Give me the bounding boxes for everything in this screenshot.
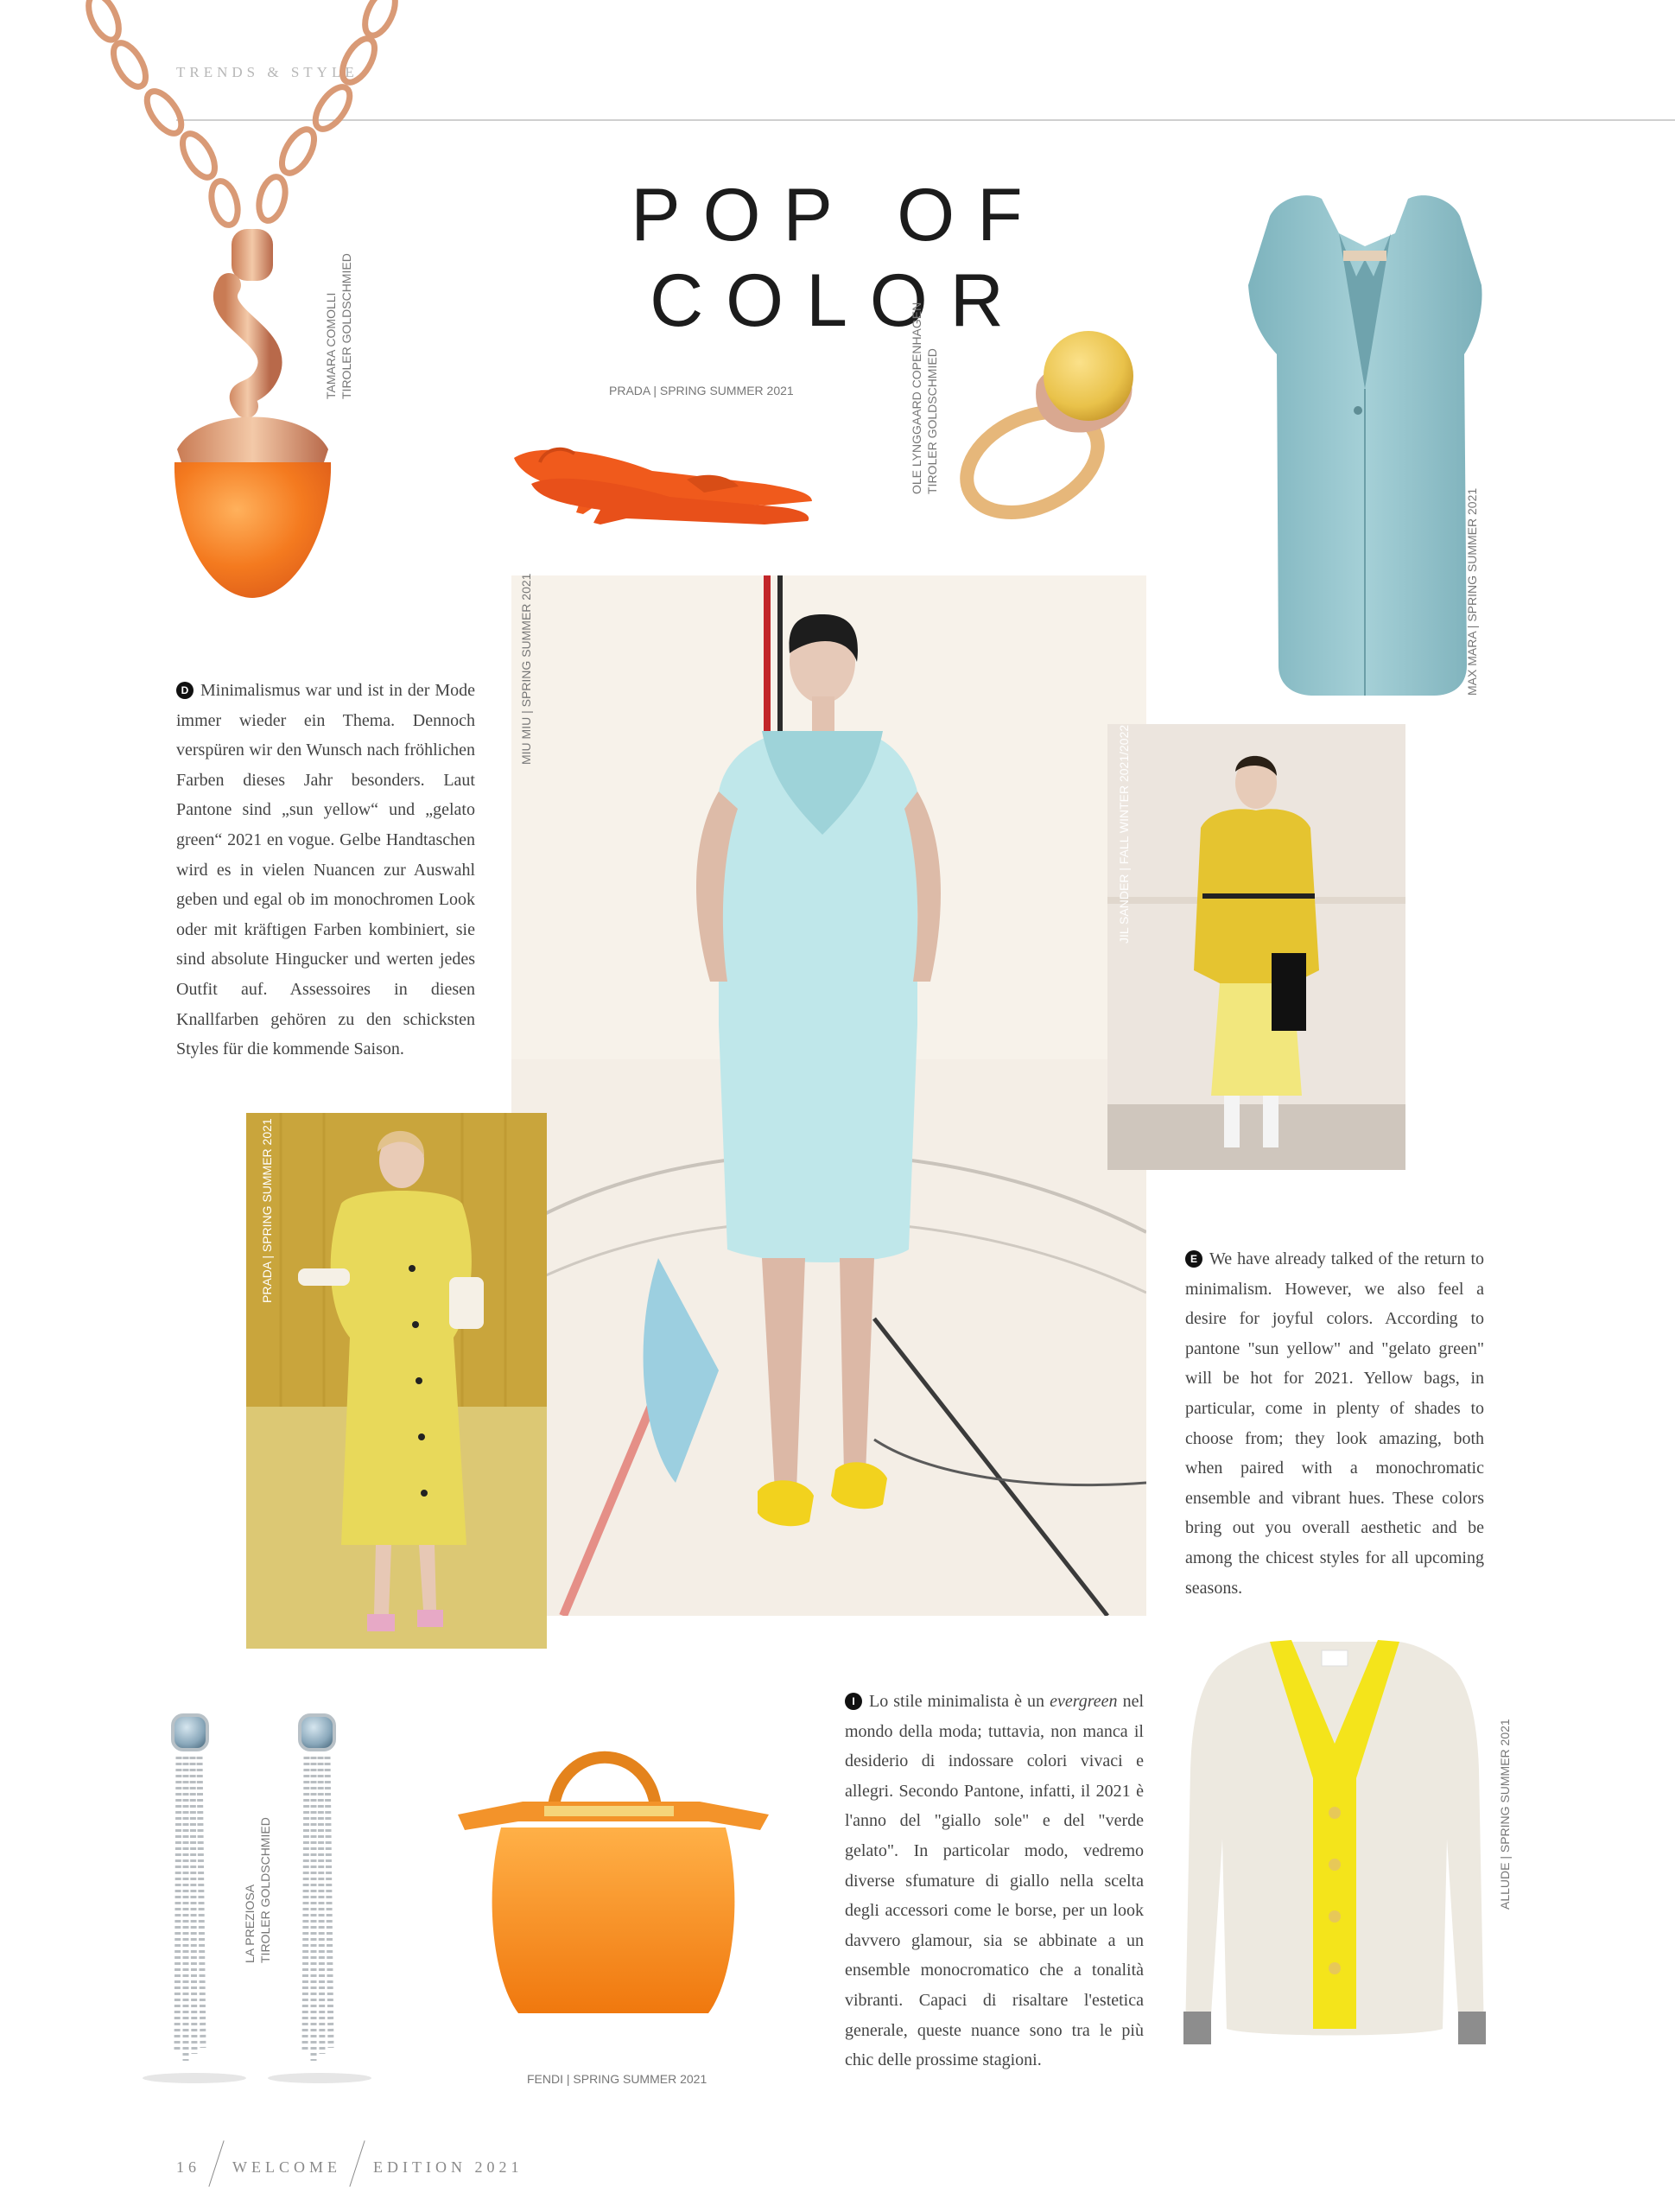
credit-ole: OLE LYNGGAARD COPENHAGEN TIROLER GOLDSCHMIED <box>910 302 939 494</box>
credit-fendi: FENDI | SPRING SUMMER 2021 <box>527 2072 707 2086</box>
credit-allude: ALLUDE | SPRING SUMMER 2021 <box>1498 1719 1512 1910</box>
credit-lapreziosa: LA PREZIOSA TIROLER GOLDSCHMIED <box>243 1817 272 1963</box>
text-en: E We have already talked of the return to minimalism. However, we also feel a desire for joyful colors. According to pantone "sun yellow" and "gelato green" will be hot for 2021. Yellow bags, in particular, come in plenty of shades to choose from; they look amazing, both when paired with a monochromatic ensemble and vibrant hues. These colors bring out you overall aesthetic and be among the chicest styles for all upcoming seasons. <box>1185 1249 1484 1598</box>
footer <box>176 2145 523 2193</box>
language-badge-de: D <box>176 682 194 699</box>
language-badge-it: I <box>845 1693 862 1710</box>
maxmara-coat-image <box>1244 181 1486 700</box>
ring-image <box>950 315 1158 536</box>
credit-miumiu: MIU MIU | SPRING SUMMER 2021 <box>519 573 533 765</box>
text-it: I Lo stile minimalista è un evergreen nel mondo della moda; tuttavia, non manca il desiderio di indossare colori vivaci e allegri. Secondo Pantone, infatti, il 2021 è l'anno del "giallo sole" e del "verde gelato". In particolar modo, vedremo diverse sfumature di giallo nella scelta degli accessori come le borse, per un look davvero glamour, sia se abbinate a un ensemble monocromatico che a tonalità vibranti. Capaci di risaltare l'estetica generale, queste nuance sono tra le più chic delle prossime stagioni. <box>845 1692 1145 2070</box>
allude-cardigan-image <box>1183 1631 1486 2063</box>
footer-divider <box>208 2140 224 2187</box>
page-number: 16 <box>176 2158 200 2177</box>
magazine-name: WELCOME <box>232 2158 341 2177</box>
fendi-bag-image <box>449 1719 777 2022</box>
credit-jilsander: JIL SANDER | FALL WINTER 2021/2022 <box>1117 724 1131 944</box>
edition-label: EDITION 2021 <box>372 2158 523 2177</box>
shoes-image <box>505 402 816 527</box>
language-badge-en: E <box>1185 1250 1202 1268</box>
section-label: TRENDS & STYLE <box>176 64 358 80</box>
footer-divider <box>349 2140 365 2187</box>
necklace-image <box>78 0 441 622</box>
page-title: POP OF COLOR <box>631 174 1045 342</box>
credit-tamara: TAMARA COMOLLI TIROLER GOLDSCHMIED <box>324 253 353 399</box>
credit-maxmara: MAX MARA | SPRING SUMMER 2021 <box>1465 487 1479 696</box>
miumiu-runway-photo <box>511 575 1146 1616</box>
text-de: D Minimalismus war und ist in der Mode immer wieder ein Thema. Dennoch verspüren wir den Wunsch nach fröhlichen Farben dieses Jahr besonders. Laut Pantone sind „sun yellow“ und „gelato green“ 2021 en vogue. Gelbe Handtaschen wird es in vielen Nuancen zur Auswahl geben und egal ob im monochromen Look oder mit kräftigen Farben kombiniert, sie sind absolute Hingucker und werten jedes Outfit auf. Assessoires in diesen Knallfarben gehören zu den schicksten Styles für die kommende Saison. <box>176 681 475 1059</box>
jilsander-photo <box>1107 724 1405 1170</box>
credit-prada-coat: PRADA | SPRING SUMMER 2021 <box>260 1118 274 1303</box>
credit-prada-shoes: PRADA | SPRING SUMMER 2021 <box>609 384 794 397</box>
prada-coat-photo <box>246 1113 547 1649</box>
